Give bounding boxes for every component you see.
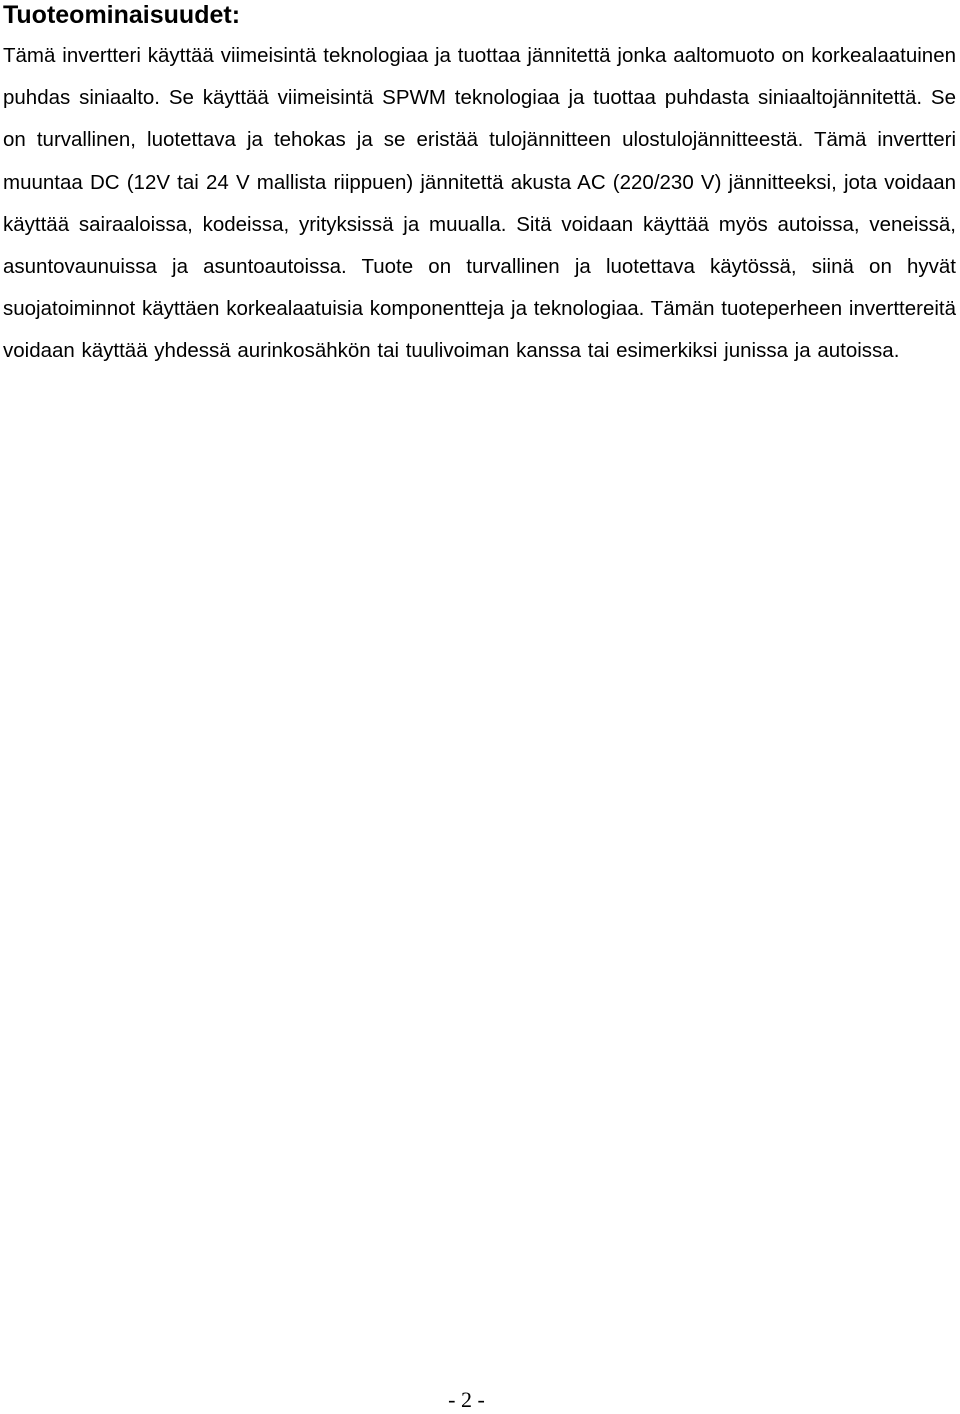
section-heading: Tuoteominaisuudet: <box>3 1 241 29</box>
page-number: - 2 - <box>448 1387 485 1412</box>
product-features-paragraph: Tämä invertteri käyttää viimeisintä teknologiaa ja tuottaa jännitettä jonka aaltomuoto on korkealaatuinen puhdas siniaalto. Se käyttää viimeisintä SPWM teknologiaa ja tuottaa puhdasta siniaaltojännitettä. Se on turvallinen, luotettava ja tehokas ja se eristää tulojännitteen ulostulojännitteestä. Tämä invertteri muuntaa DC (12V tai 24 V mallista riippuen) jännitettä akusta AC (220/230 V) jännitteeksi, jota voidaan käyttää sairaaloissa, kodeissa, yrityksissä ja muualla. Sitä voidaan käyttää myös autoissa, veneissä, asuntovaunuissa ja asuntoautoissa. Tuote on turvallinen ja luotettava käytössä, siinä on hyvät suojatoiminnot käyttäen korkealaatuisia komponentteja ja teknologiaa. Tämän tuoteperheen inverttereitä voidaan käyttää yhdessä aurinkosähkön tai tuulivoiman kanssa tai esimerkiksi junissa ja autoissa. <box>3 44 956 363</box>
